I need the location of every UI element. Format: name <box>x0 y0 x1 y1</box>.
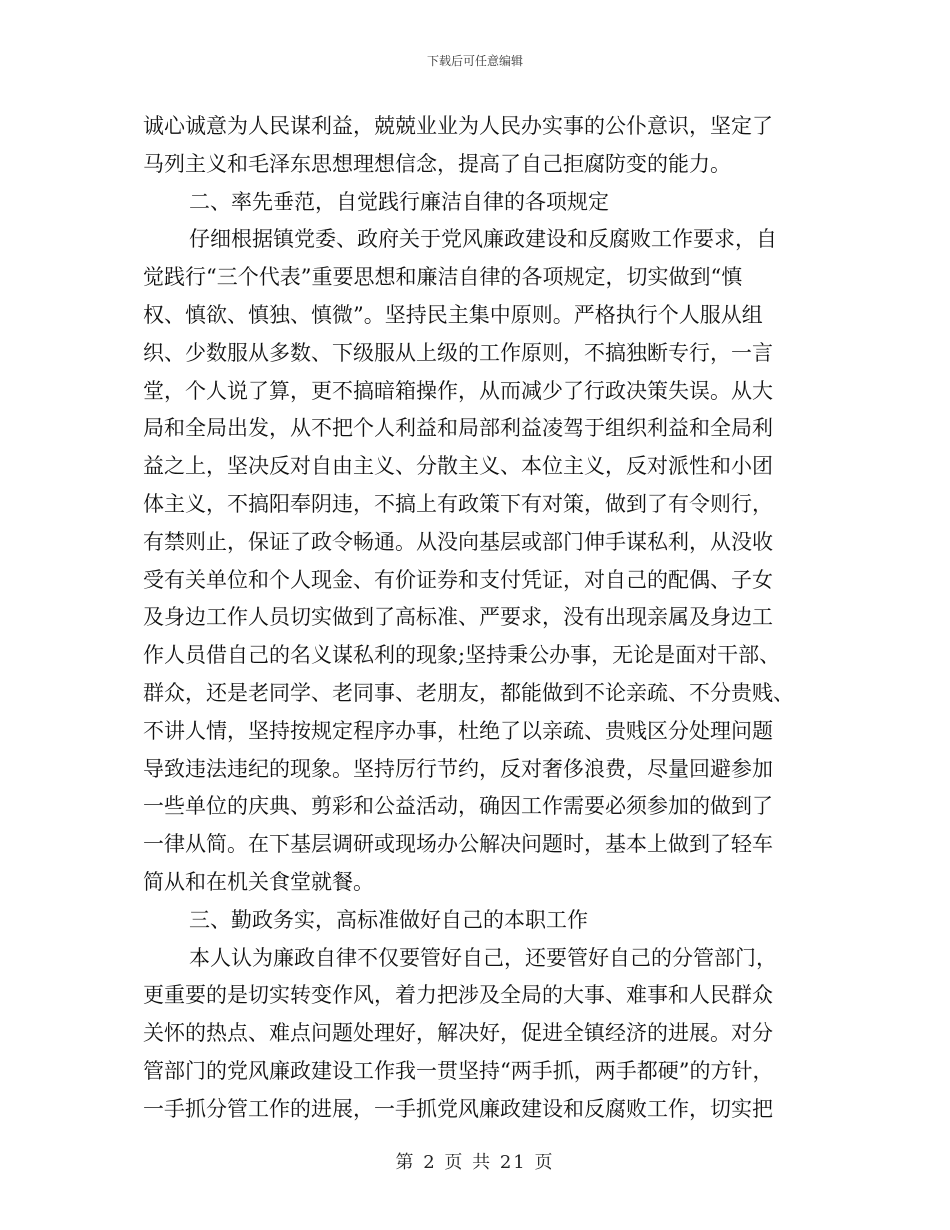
page-footer: 第 2 页 共 21 页 <box>395 1152 555 1173</box>
body-text-line: 仔细根据镇党委、政府关于党风廉政建设和反腐败工作要求，自 <box>189 227 777 252</box>
body-text-line: 堂，个人说了算，更不搞暗箱操作，从而减少了行政决策失误。从大 <box>143 378 773 403</box>
body-text-line: 本人认为廉政自律不仅要管好自己，还要管好自己的分管部门， <box>189 945 777 970</box>
body-text-line: 管部门的党风廉政建设工作我一贯坚持“两手抓，两手都硬”的方针， <box>143 1058 774 1083</box>
body-text-line: 导致违法违纪的现象。坚持厉行节约，反对奢侈浪费，尽量回避参加 <box>143 756 773 781</box>
body-text-line: 马列主义和毛泽东思想理想信念，提高了自己拒腐防变的能力。 <box>143 151 731 176</box>
body-text-line: 体主义，不搞阳奉阴违，不搞上有政策下有对策，做到了有令则行， <box>143 491 773 516</box>
body-text-line: 织、少数服从多数、下级服从上级的工作原则，不搞独断专行，一言 <box>143 340 773 365</box>
document-body <box>143 108 813 1129</box>
page-header: 下载后可任意编辑 <box>426 54 523 68</box>
body-text-line: 一律从简。在下基层调研或现场办公解决问题时，基本上做到了轻车 <box>143 832 773 857</box>
body-text-line: 不讲人情，坚持按规定程序办事，杜绝了以亲疏、贵贱区分处理问题 <box>143 718 773 743</box>
body-text-line: 更重要的是切实转变作风，着力把涉及全局的大事、难事和人民群众 <box>143 983 773 1008</box>
section-heading: 三、勤政务实，高标准做好自己的本职工作 <box>189 907 588 932</box>
body-text-line: 关怀的热点、难点问题处理好，解决好，促进全镇经济的进展。对分 <box>143 1021 773 1046</box>
body-text-line: 简从和在机关食堂就餐。 <box>143 869 374 894</box>
section-heading: 二、率先垂范，自觉践行廉洁自律的各项规定 <box>189 189 609 214</box>
body-text-line: 一些单位的庆典、剪彩和公益活动，确因工作需要必须参加的做到了 <box>143 794 773 819</box>
body-text-line: 受有关单位和个人现金、有价证券和支付凭证，对自己的配偶、子女 <box>143 567 773 592</box>
body-text-line: 权、慎欲、慎独、慎微”。坚持民主集中原则。严格执行个人服从组 <box>143 302 763 327</box>
body-text-line: 一手抓分管工作的进展，一手抓党风廉政建设和反腐败工作，切实把 <box>143 1096 773 1121</box>
body-text-line: 诚心诚意为人民谋利益，兢兢业业为人民办实事的公仆意识，坚定了 <box>143 114 773 138</box>
body-text-line: 局和全局出发，从不把个人利益和局部利益凌驾于组织利益和全局利 <box>143 416 773 441</box>
body-text-line: 群众，还是老同学、老同事、老朋友，都能做到不论亲疏、不分贵贱、 <box>143 680 794 705</box>
body-text-line: 作人员借自己的名义谋私利的现象;坚持秉公办事，无论是面对干部、 <box>143 643 781 668</box>
body-text-line: 有禁则止，保证了政令畅通。从没向基层或部门伸手谋私利，从没收 <box>143 529 773 554</box>
body-text-line: 觉践行“三个代表”重要思想和廉洁自律的各项规定，切实做到“慎 <box>143 265 743 290</box>
body-text-line: 及身边工作人员切实做到了高标准、严要求，没有出现亲属及身边工 <box>143 605 773 630</box>
body-text-line: 益之上，坚决反对自由主义、分散主义、本位主义，反对派性和小团 <box>143 454 773 479</box>
